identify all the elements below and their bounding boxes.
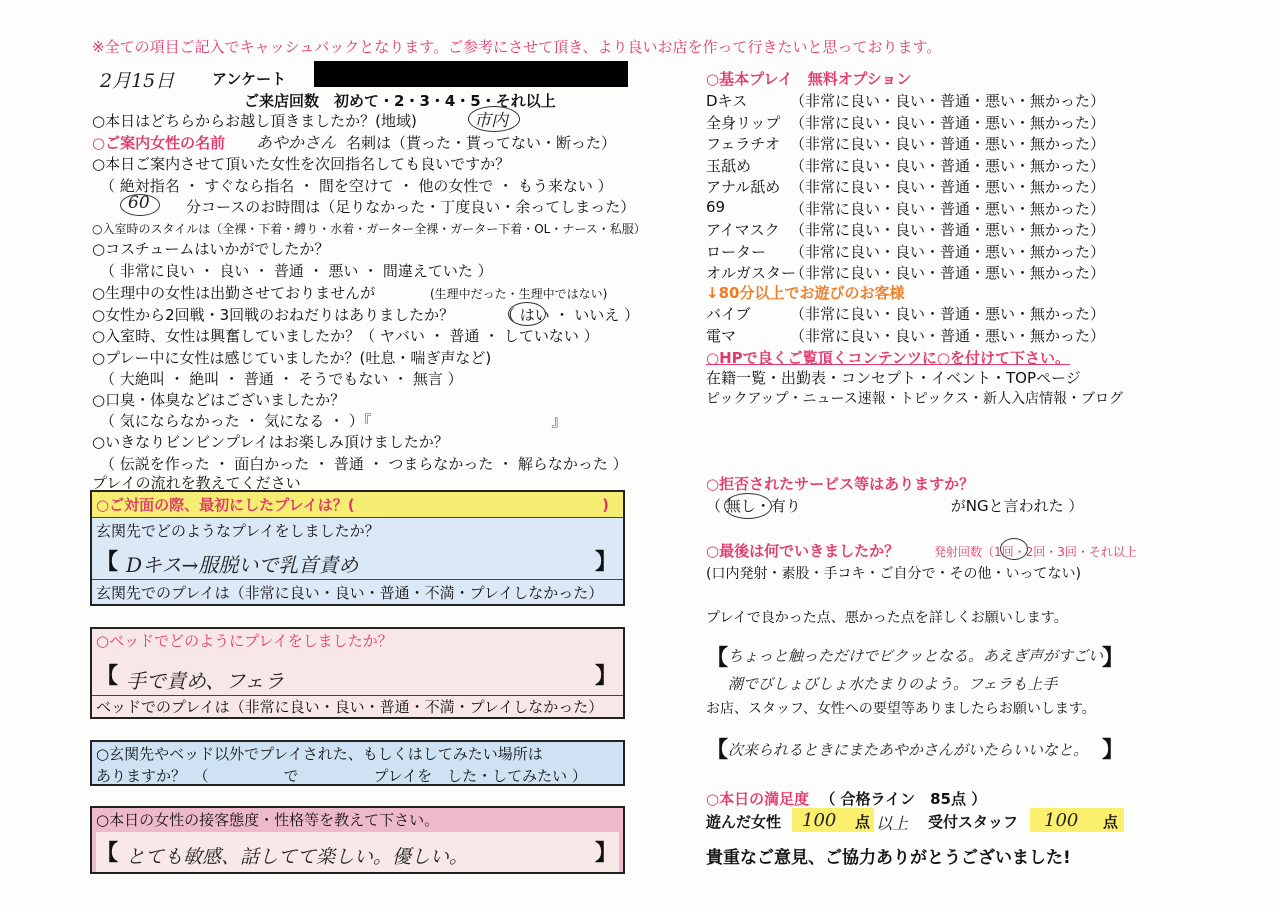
option-name: フェラチオ xyxy=(706,135,780,153)
name-handwritten: あやかさん xyxy=(256,133,337,152)
option-name: アイマスク xyxy=(706,221,780,239)
request-answer xyxy=(706,733,1126,769)
q-sudden: ○いきなりビンビンプレイはお楽しみ頂けましたか？ xyxy=(92,433,449,451)
other-place-line2: ありますか？ （ で プレイを した・してみたい ） xyxy=(96,766,587,785)
thanks-text: 貴重なご意見、ご協力ありがとうございました! xyxy=(706,848,1071,868)
a-feel: （ 大絶叫 ・ 絶叫 ・ 普通 ・ そうでもない ・ 無言 ） xyxy=(100,370,463,388)
a-period: (生理中だった・生理中ではない) xyxy=(430,287,608,301)
option-row xyxy=(706,112,1126,134)
option-name: 電マ xyxy=(706,326,737,345)
girl-score-field xyxy=(792,808,874,832)
good-bad-handwritten-2: 潮でびしょびしょ水たまりのよう。フェラも上手 xyxy=(728,675,1058,693)
request-handwritten: 次来られるときにまたあやかさんがいたらいいなと。 xyxy=(728,741,1089,759)
bed-answer-line xyxy=(96,657,619,693)
girl-label: 遊んだ女性 xyxy=(706,813,782,831)
option-row xyxy=(706,155,1126,177)
q-style: ○入室時のスタイルは（全裸・下着・縛り・水着・ガーター全裸・ガーター下着・OL・ナース・私服） xyxy=(92,222,646,236)
q-period: ○生理中の女性は出勤させておりませんが xyxy=(92,284,376,302)
flow-label: プレイの流れを教えてください xyxy=(92,474,301,492)
finish-line: (口内発射・素股・手コキ・ご自分で・その他・いってない) xyxy=(706,566,1081,582)
option-row xyxy=(706,241,1126,263)
option-row xyxy=(706,325,1126,347)
option-row xyxy=(706,198,1126,220)
good-bad-handwritten-1: ちょっと触っただけでビクッとなる。あえぎ声がすごい xyxy=(728,647,1104,665)
entrance-handwritten: Dキス→服脱いで乳首責め xyxy=(126,553,359,577)
option-name: Dキス xyxy=(706,92,748,110)
option-scale: （非常に良い・良い・普通・悪い・無かった） xyxy=(790,92,1106,110)
options80-list xyxy=(706,303,1126,346)
option-scale: （非常に良い・良い・普通・悪い・無かった） xyxy=(790,221,1106,239)
bracket-left: 【 xyxy=(96,550,119,575)
bed-question: ○ベッドでどのようにプレイをしましたか？ xyxy=(96,631,393,650)
option-row xyxy=(706,262,1126,284)
attitude-handwritten: とても敏感、話してて楽しい。優しい。 xyxy=(126,846,469,868)
entrance-question: 玄関先でどのようなプレイをしましたか？ xyxy=(96,522,380,540)
entrance-area xyxy=(92,518,623,604)
bracket-left: 【 xyxy=(96,664,119,689)
bracket-right: 】 xyxy=(1101,646,1124,671)
satisfaction-row xyxy=(706,788,986,809)
finish-count: 発射回数（1回・2回・3回・それ以上 xyxy=(934,545,1137,559)
option-row xyxy=(706,176,1126,198)
circle-mark xyxy=(468,106,520,132)
option-scale: （非常に良い・良い・普通・悪い・無かった） xyxy=(790,264,1106,282)
option-name: 玉舐め xyxy=(706,156,752,175)
option-row xyxy=(706,90,1126,112)
bracket-right: 】 xyxy=(1101,738,1124,763)
option-name: 69 xyxy=(706,197,726,216)
area-handwritten: 市内 xyxy=(474,111,508,131)
option-scale: （非常に良い・良い・普通・悪い・無かった） xyxy=(790,156,1106,175)
first-play-close: ) xyxy=(602,495,609,514)
bed-box xyxy=(90,627,625,719)
girl-score-unit: 点 xyxy=(854,813,870,831)
q-costume: ○コスチュームはいかがでしたか？ xyxy=(92,240,330,258)
option-name: オルガスター xyxy=(706,264,797,282)
attitude-box xyxy=(90,806,625,874)
over80-label: ↓80分以上でお遊びのお客様 xyxy=(706,284,905,302)
refused-line: （ 無し・有り がNGと言われた ） xyxy=(706,497,1084,515)
option-scale: （非常に良い・良い・普通・悪い・無かった） xyxy=(790,135,1106,153)
option-name: ローター xyxy=(706,242,767,261)
staff-score: 100 xyxy=(1044,810,1079,831)
q-excited: ○入室時、女性は興奮していましたか？（ ヤバい ・ 普通 ・ していない ） xyxy=(92,327,599,345)
q-course: 分コースのお時間は（足りなかった・丁度良い・余ってしまった） xyxy=(186,198,636,216)
q-name: ○ご案内女性の名前 xyxy=(92,134,226,152)
options-list xyxy=(706,90,1126,284)
good-bad-label: プレイで良かった点、悪かった点を詳しくお願いします。 xyxy=(706,610,1068,626)
refused-title: ○拒否されたサービス等はありますか？ xyxy=(706,475,975,493)
entrance-answer-line xyxy=(96,545,623,579)
other-place-line1: ○玄関先やベッド以外でプレイされた、もしくはしてみたい場所は xyxy=(96,744,543,763)
option-row xyxy=(706,303,1126,325)
request-label: お店、スタッフ、女性への要望等ありましたらお願いします。 xyxy=(706,701,1096,717)
option-scale: （非常に良い・良い・普通・悪い・無かった） xyxy=(790,242,1106,261)
a-sudden: （ 伝説を作った ・ 面白かった ・ 普通 ・ つまらなかった ・ 解らなかった ） xyxy=(100,455,628,473)
first-play-row xyxy=(92,492,623,518)
option-scale: （非常に良い・良い・普通・悪い・無かった） xyxy=(790,305,1106,323)
good-bad-answer xyxy=(706,637,1126,697)
basic-title-text: ○基本プレイ 無料オプション xyxy=(706,70,912,88)
staff-score-field xyxy=(1030,808,1124,832)
a-costume: （ 非常に良い ・ 良い ・ 普通 ・ 悪い ・ 間違えていた ） xyxy=(100,262,493,280)
q-nominate: ○本日ご案内させて頂いた女性を次回指名しても良いですか？ xyxy=(92,155,511,173)
other-place-box xyxy=(90,740,625,786)
circle-mark xyxy=(508,302,546,326)
bracket-left: 【 xyxy=(96,841,119,866)
bracket-right: 】 xyxy=(594,664,617,689)
girl-score: 100 xyxy=(802,810,837,831)
option-row xyxy=(706,219,1126,241)
entrance-box xyxy=(90,490,625,606)
hp-line1: 在籍一覧・出勤表・コンセプト・イベント・TOPページ xyxy=(706,369,1081,387)
a-second: （ はい ・ いいえ ） xyxy=(500,306,640,324)
hp-title: ○HPで良くご覧頂くコンテンツに○を付けて下さい。 xyxy=(706,349,1070,367)
first-play-label: ○ご対面の際、最初にしたプレイは？( xyxy=(96,496,355,514)
business-card: 名刺は（貰った・貰ってない・断った） xyxy=(346,134,617,152)
option-scale: （非常に良い・良い・普通・悪い・無かった） xyxy=(790,178,1106,196)
option-row xyxy=(706,133,1126,155)
q-feel: ○プレー中に女性は感じていましたか？(吐息・喘ぎ声など) xyxy=(92,349,492,367)
q-odor: ○口臭・体臭などはございましたか？ xyxy=(92,391,346,409)
satisfaction-title: ○本日の満足度 xyxy=(706,790,810,808)
q-area: ○本日はどちらからお越し頂きましたか？(地域) xyxy=(92,112,417,130)
bracket-left: 【 xyxy=(706,646,729,671)
option-scale: （非常に良い・良い・普通・悪い・無かった） xyxy=(790,199,1106,218)
bracket-right: 】 xyxy=(594,550,617,575)
pass-line: （ 合格ライン 85点 ） xyxy=(820,790,987,808)
notice-text: ※全ての項目ご記入でキャッシュバックとなります。ご参考にさせて頂き、より良いお店を作って行きたいと思っております。 xyxy=(92,38,942,56)
finish-title: ○最後は何でいきましたか？ xyxy=(706,542,900,560)
girl-extra-handwritten: 以上 xyxy=(876,814,909,833)
staff-score-unit: 点 xyxy=(1102,813,1118,831)
bed-handwritten: 手で責め、フェラ xyxy=(126,669,285,693)
attitude-answer-line xyxy=(96,832,619,872)
a-nominate: （ 絶対指名 ・ すぐなら指名 ・ 間を空けて ・ 他の女性で ・ もう来ない ） xyxy=(100,177,613,195)
staff-label: 受付スタッフ xyxy=(928,813,1019,831)
date-handwritten: 2月15日 xyxy=(100,70,175,92)
option-scale: （非常に良い・良い・普通・悪い・無かった） xyxy=(790,326,1106,345)
bed-rating: ベッドでのプレイは（非常に良い・良い・普通・不満・プレイしなかった） xyxy=(92,695,623,717)
hp-line2: ピックアップ・ニュース速報・トピックス・新人入店情報・ブログ xyxy=(706,391,1124,407)
attitude-title: ○本日の女性の接客態度・性格等を教えて下さい。 xyxy=(96,810,440,829)
visit-count: ご来店回数 初めて・2・3・4・5・それ以上 xyxy=(244,92,556,110)
basic-title xyxy=(706,68,911,89)
a-odor: （ 気にならなかった ・ 気になる ・ ）『 』 xyxy=(100,412,567,430)
bracket-right: 】 xyxy=(594,841,617,866)
q-second: ○女性から2回戦・3回戦のおねだりはありましたか？ xyxy=(92,306,455,324)
option-name: バイブ xyxy=(706,305,751,323)
option-scale: （非常に良い・良い・普通・悪い・無かった） xyxy=(790,113,1106,132)
option-name: 全身リップ xyxy=(706,113,781,132)
entrance-rating: 玄関先でのプレイは（非常に良い・良い・普通・不満・プレイしなかった） xyxy=(92,579,623,603)
circle-mark xyxy=(120,194,160,216)
course-handwritten: 60 xyxy=(128,193,150,213)
option-name: アナル舐め xyxy=(706,178,781,196)
survey-label: アンケート xyxy=(212,70,287,88)
bracket-left: 【 xyxy=(706,738,729,763)
redaction-bar xyxy=(314,61,628,87)
